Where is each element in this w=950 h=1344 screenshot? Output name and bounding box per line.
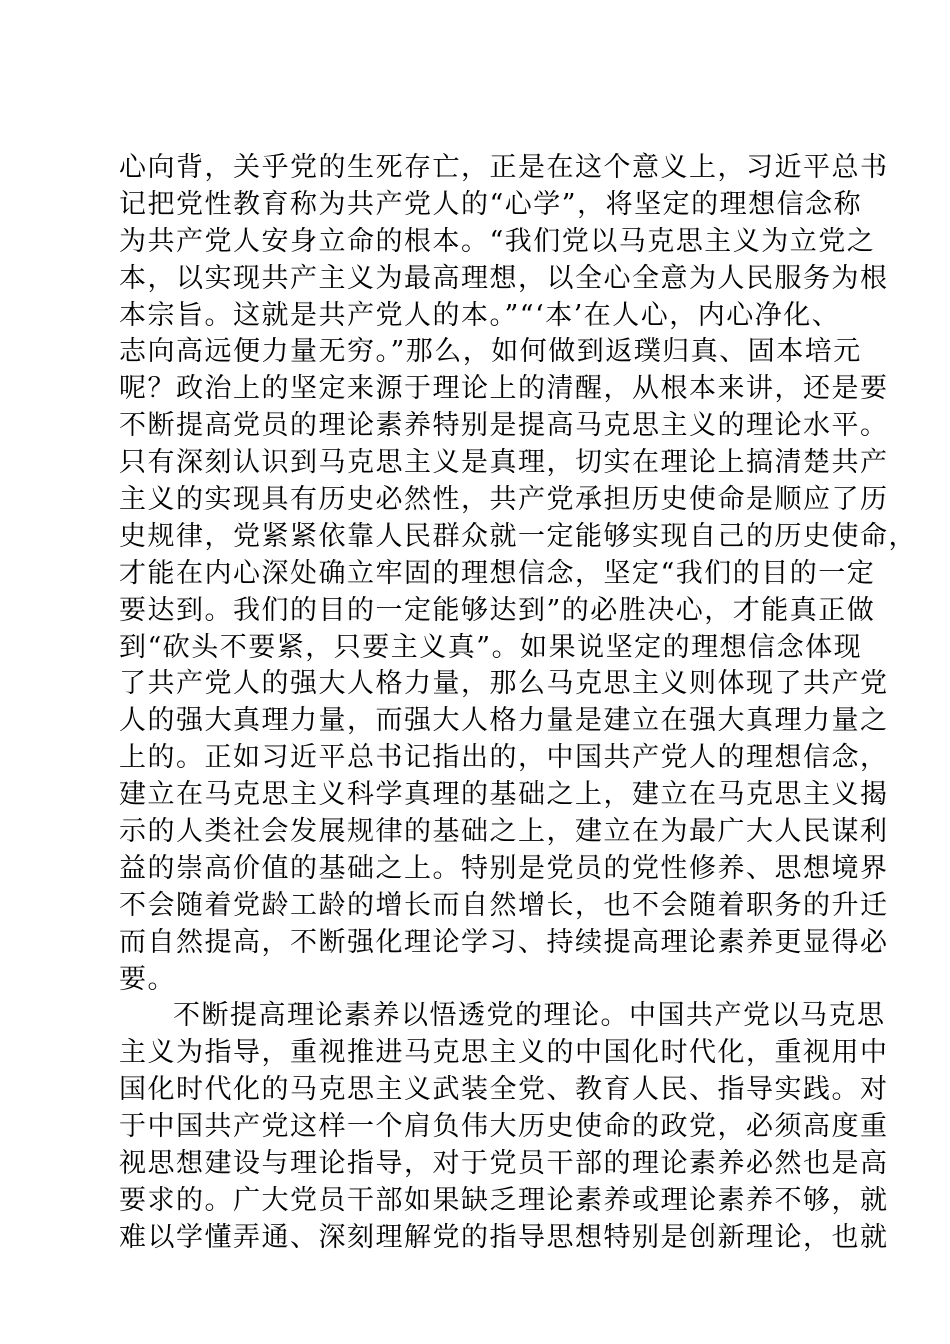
text-line: 益的崇高价值的基础之上。特别是党员的党性修养、思想境界 bbox=[119, 852, 889, 884]
text-line: 才能在内心深处确立牢固的理想信念，坚定“我们的目的一定 bbox=[119, 557, 876, 589]
text-line: 本，以实现共产主义为最高理想，以全心全意为人民服务为根 bbox=[119, 262, 889, 294]
text-line: 呢？政治上的坚定来源于理论上的清醒，从根本来讲，还是要 bbox=[119, 373, 889, 405]
text-line: 上的。正如习近平总书记指出的，中国共产党人的理想信念， bbox=[119, 742, 889, 774]
text-line: 视思想建设与理论指导，对于党员干部的理论素养必然也是高 bbox=[119, 1148, 889, 1180]
text-line: 记把党性教育称为共产党人的“心学”，将坚定的理想信念称 bbox=[119, 188, 863, 220]
text-line: 心向背，关乎党的生死存亡，正是在这个意义上，习近平总书 bbox=[119, 152, 889, 183]
text-line: 要。 bbox=[119, 963, 176, 995]
text-line: 于中国共产党这样一个肩负伟大历史使命的政党，必须高度重 bbox=[119, 1111, 889, 1143]
text-line: 要达到。我们的目的一定能够达到”的必胜决心，才能真正做 bbox=[119, 594, 876, 626]
text-line: 建立在马克思主义科学真理的基础之上，建立在马克思主义揭 bbox=[119, 779, 889, 811]
text-line: 要求的。广大党员干部如果缺乏理论素养或理论素养不够，就 bbox=[119, 1184, 889, 1216]
text-line: 只有深刻认识到马克思主义是真理，切实在理论上搞清楚共产 bbox=[119, 447, 889, 479]
text-line: 不断提高党员的理论素养特别是提高马克思主义的理论水平。 bbox=[119, 410, 889, 442]
text-line: 为共产党人安身立命的根本。“我们党以马克思主义为立党之 bbox=[119, 225, 876, 257]
text-line: 本宗旨。这就是共产党人的本。”“‘本’在人心，内心净化、 bbox=[119, 299, 841, 331]
text-line: 示的人类社会发展规律的基础之上，建立在为最广大人民谋利 bbox=[119, 816, 889, 848]
body-text bbox=[119, 150, 917, 1257]
paragraph-start-line: 不断提高理论素养以悟透党的理论。中国共产党以马克思 bbox=[173, 1000, 886, 1032]
text-line: 国化时代化的马克思主义武装全党、教育人民、指导实践。对 bbox=[119, 1074, 889, 1106]
text-line: 不会随着党龄工龄的增长而自然增长，也不会随着职务的升迁 bbox=[119, 889, 889, 921]
text-line: 难以学懂弄通、深刻理解党的指导思想特别是创新理论，也就 bbox=[119, 1221, 889, 1253]
text-line: 人的强大真理力量，而强大人格力量是建立在强大真理力量之 bbox=[119, 705, 889, 737]
text-line: 史规律，党紧紧依靠人民群众就一定能够实现自己的历史使命， bbox=[119, 520, 917, 552]
text-line: 主义为指导，重视推进马克思主义的中国化时代化，重视用中 bbox=[119, 1037, 889, 1069]
text-line: 了共产党人的强大人格力量，那么马克思主义则体现了共产党 bbox=[119, 668, 889, 700]
text-line: 志向高远便力量无穷。”那么，如何做到返璞归真、固本培元 bbox=[119, 336, 862, 368]
text-line: 而自然提高，不断强化理论学习、持续提高理论素养更显得必 bbox=[119, 926, 889, 958]
text-line: 到“砍头不要紧，只要主义真”。如果说坚定的理想信念体现 bbox=[119, 631, 863, 663]
text-line: 主义的实现具有历史必然性，共产党承担历史使命是顺应了历 bbox=[119, 484, 889, 516]
